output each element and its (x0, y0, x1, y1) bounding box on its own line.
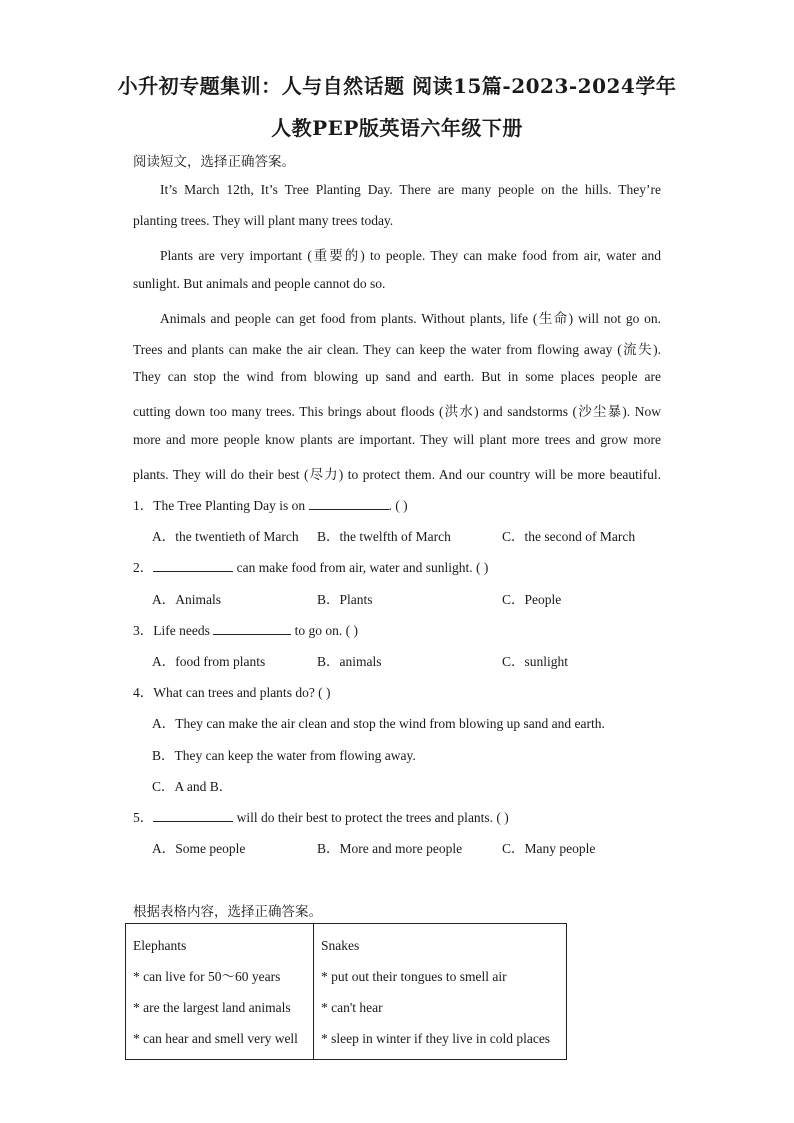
question-1-stem (133, 494, 661, 514)
snakes-column (314, 924, 567, 1060)
passage-line: Plants are very important (重要的) to people. They can make food from air, water and (160, 248, 661, 263)
question-5-text-end: will do their best to protect the trees and plants. ( ) (233, 810, 509, 825)
answer-blank[interactable] (309, 497, 389, 510)
question-5-text: 5． (133, 810, 154, 825)
section1-instruction: 阅读短文，选择正确答案。 (133, 154, 295, 169)
question-2-option-b[interactable]: B．Plants (317, 592, 373, 607)
table-cell-text: * can live for 50～60 years (133, 969, 281, 984)
question-4-option-b[interactable]: B．They can keep the water from flowing away. (152, 748, 416, 763)
question-3-option-a[interactable]: A．food from plants (152, 654, 266, 669)
document-title-line-1: 小升初专题集训：人与自然话题 阅读15篇-2023-2024学年 (117, 74, 677, 98)
passage-line: Animals and people can get food from plants. Without plants, life (生命) will not go on. (160, 311, 661, 326)
question-1-option-c[interactable]: C．the second of March (502, 529, 636, 544)
passage-line: cutting down too many trees. This brings about floods (洪水) and sandstorms (沙尘暴). Now (133, 404, 661, 419)
answer-blank[interactable] (153, 559, 233, 572)
passage-line: more and more people know plants are important. They will plant more trees and grow more (133, 432, 661, 447)
table-cell-text: * sleep in winter if they live in cold places (321, 1031, 551, 1046)
question-2-stem (133, 556, 661, 576)
passage-line: It’s March 12th, It’s Tree Planting Day. There are many people on the hills. They’re (160, 182, 661, 197)
table-cell-text: Snakes (321, 938, 360, 953)
question-2-text-end: can make food from air, water and sunlight. ( ) (233, 560, 489, 575)
table-cell-text: Elephants (133, 938, 187, 953)
question-5-option-c[interactable]: C．Many people (502, 841, 596, 856)
elephants-column (126, 924, 314, 1060)
question-5-stem (133, 806, 661, 826)
question-1-text-end: . ( ) (388, 498, 408, 513)
question-2-option-c[interactable]: C．People (502, 592, 562, 607)
passage-line: Trees and plants can make the air clean. They can keep the water from flowing away (流失). (133, 342, 661, 357)
question-1-option-b[interactable]: B．the twelfth of March (317, 529, 451, 544)
question-2-text: 2． (133, 560, 154, 575)
question-1-option-a[interactable]: A．the twentieth of March (152, 529, 299, 544)
document-title-line-2: 人教PEP版英语六年级下册 (271, 116, 523, 140)
passage-line: plants. They will do their best (尽力) to protect them. And our country will be more beautiful. (133, 467, 661, 482)
answer-blank[interactable] (213, 622, 291, 635)
info-table (125, 923, 567, 1060)
table-cell-text: * can't hear (321, 1000, 383, 1015)
table-cell-text: * can hear and smell very well (133, 1031, 298, 1046)
section2-instruction: 根据表格内容，选择正确答案。 (133, 904, 322, 919)
table-cell-text: * put out their tongues to smell air (321, 969, 507, 984)
table-cell-text: * are the largest land animals (133, 1000, 291, 1015)
passage-line: They can stop the wind from blowing up sand and earth. But in some places people are (133, 369, 661, 384)
question-3-option-b[interactable]: B．animals (317, 654, 382, 669)
answer-blank[interactable] (153, 809, 233, 822)
question-5-option-a[interactable]: A．Some people (152, 841, 246, 856)
question-5-option-b[interactable]: B．More and more people (317, 841, 463, 856)
question-4-option-a[interactable]: A．They can make the air clean and stop the wind from blowing up sand and earth. (152, 716, 605, 731)
question-3-option-c[interactable]: C．sunlight (502, 654, 569, 669)
passage-line: sunlight. But animals and people cannot do so. (133, 276, 386, 291)
question-4-option-c[interactable]: C．A and B． (152, 779, 233, 794)
question-3-text: 3．Life needs (133, 623, 214, 638)
question-1-text: 1．The Tree Planting Day is on (133, 498, 309, 513)
question-3-stem (133, 619, 661, 639)
question-3-text-end: to go on. ( ) (291, 623, 358, 638)
question-4-stem: 4．What can trees and plants do? ( ) (133, 685, 331, 700)
passage-line: planting trees. They will plant many trees today. (133, 213, 394, 228)
question-2-option-a[interactable]: A．Animals (152, 592, 221, 607)
